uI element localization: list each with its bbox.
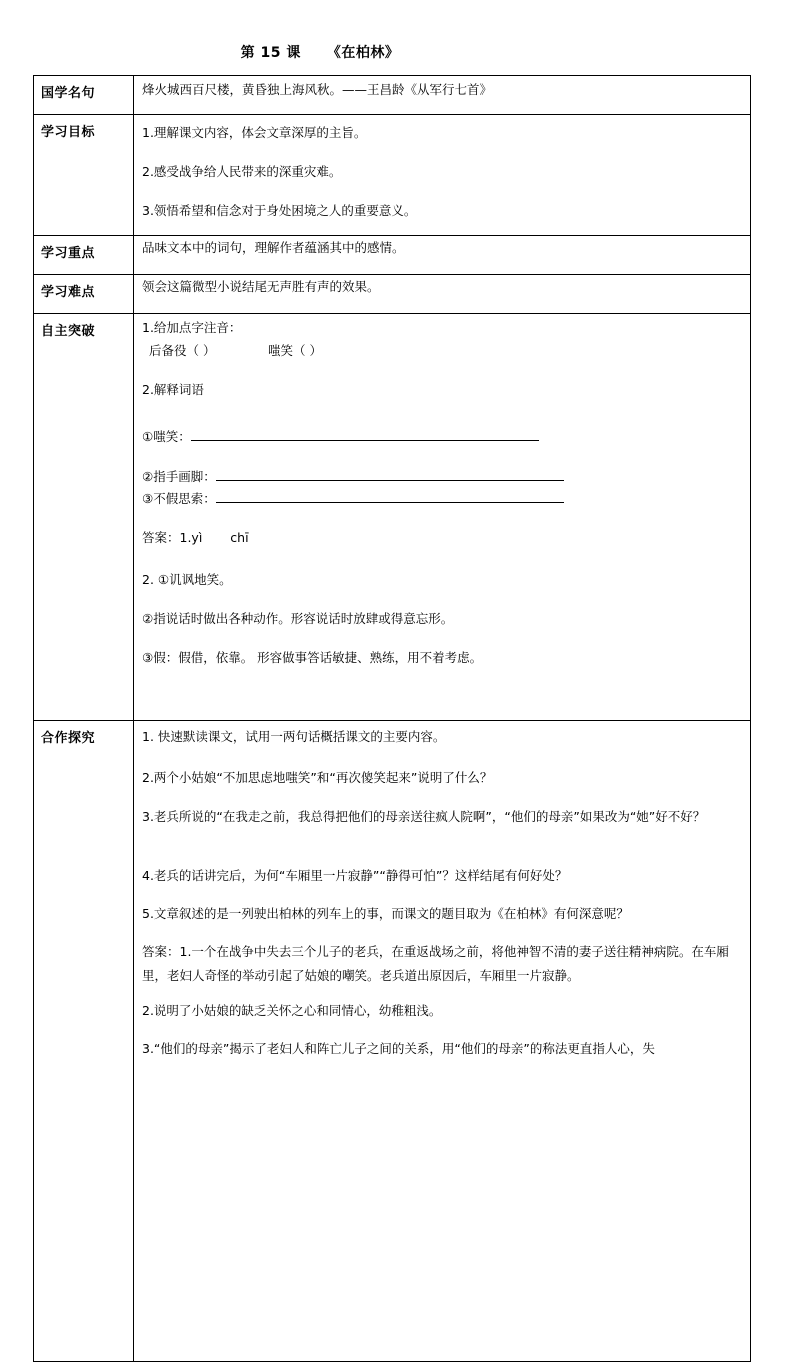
row-zhongdian bbox=[34, 236, 751, 275]
row-label: 国学名句 bbox=[41, 86, 96, 101]
lesson-number: 第 15 课 bbox=[240, 45, 301, 61]
answer-2: 2. ①讥讽地笑。 bbox=[142, 572, 232, 587]
goal-3: 3.领悟希望和信念对于身处困境之人的重要意义。 bbox=[142, 203, 417, 218]
row-text: 品味文本中的词句，理解作者蕴涵其中的感情。 bbox=[142, 240, 405, 255]
lesson-name: 《在柏林》 bbox=[326, 45, 400, 61]
question-4: 4.老兵的话讲完后，为何“车厢里一片寂静”“静得可怕”？这样结尾有何好处？ bbox=[142, 868, 568, 883]
row-text: 烽火城西百尺楼，黄昏独上海风秋。——王昌龄《从军行七首》 bbox=[142, 82, 493, 97]
lesson-table bbox=[33, 75, 751, 1362]
answer-2: 2.说明了小姑娘的缺乏关怀之心和同情心，幼稚粗浅。 bbox=[142, 1003, 442, 1018]
row-label: 合作探究 bbox=[41, 731, 96, 746]
q-jieshi: 2.解释词语 bbox=[142, 382, 204, 397]
row-zizhu bbox=[34, 314, 751, 721]
term-3: ③不假思索： bbox=[142, 490, 564, 507]
question-3: 3.老兵所说的“在我走之前，我总得把他们的母亲送往疯人院啊”，“他们的母亲”如果改为“她”好不好？ bbox=[142, 809, 706, 824]
row-mubiao bbox=[34, 115, 751, 236]
goal-1: 1.理解课文内容，体会文章深厚的主旨。 bbox=[142, 125, 367, 140]
row-nandian bbox=[34, 275, 751, 314]
row-text: 领会这篇微型小说结尾无声胜有声的效果。 bbox=[142, 279, 380, 294]
row-label: 学习难点 bbox=[41, 285, 96, 300]
answer-4: ③假：假借，依靠。 形容做事答话敏捷、熟练，用不着考虑。 bbox=[142, 650, 483, 665]
term-1: ①嗤笑： bbox=[142, 428, 539, 445]
row-label: 学习目标 bbox=[41, 125, 96, 140]
goal-2: 2.感受战争给人民带来的深重灾难。 bbox=[142, 164, 342, 179]
row-hezuo bbox=[34, 721, 751, 1362]
question-5: 5.文章叙述的是一列驶出柏林的列车上的事，而课文的题目取为《在柏林》有何深意呢？ bbox=[142, 906, 629, 921]
answer-3: 3.“他们的母亲”揭示了老妇人和阵亡儿子之间的关系，用“他们的母亲”的称法更直指人心，失 bbox=[142, 1041, 655, 1056]
row-label: 学习重点 bbox=[41, 246, 96, 261]
question-2: 2.两个小姑娘“不加思虑地嗤笑”和“再次傻笑起来”说明了什么？ bbox=[142, 770, 493, 785]
question-1: 1. 快速默读课文，试用一两句话概括课文的主要内容。 bbox=[142, 729, 446, 744]
blank-chixiao: 嗤笑（ ） bbox=[268, 343, 322, 358]
answer-1: 答案：1.yì chī bbox=[142, 530, 249, 545]
answer-3: ②指说话时做出各种动作。形容说话时放肆或得意忘形。 bbox=[142, 611, 454, 626]
row-guoxue bbox=[34, 76, 751, 115]
q-pinyin: 1.给加点字注音： bbox=[142, 320, 242, 335]
page-title bbox=[0, 42, 640, 62]
row-label: 自主突破 bbox=[41, 324, 96, 339]
answer-1: 答案：1.一个在战争中失去三个儿子的老兵，在重返战场之前，将他神智不清的妻子送往精神病院。在车厢里，老妇人奇怪的举动引起了姑娘的嘲笑。老兵道出原因后，车厢里一片寂静。 bbox=[142, 944, 729, 983]
term-2: ②指手画脚： bbox=[142, 468, 564, 485]
blank-houbeiyi: 后备役（ ） bbox=[149, 343, 216, 358]
